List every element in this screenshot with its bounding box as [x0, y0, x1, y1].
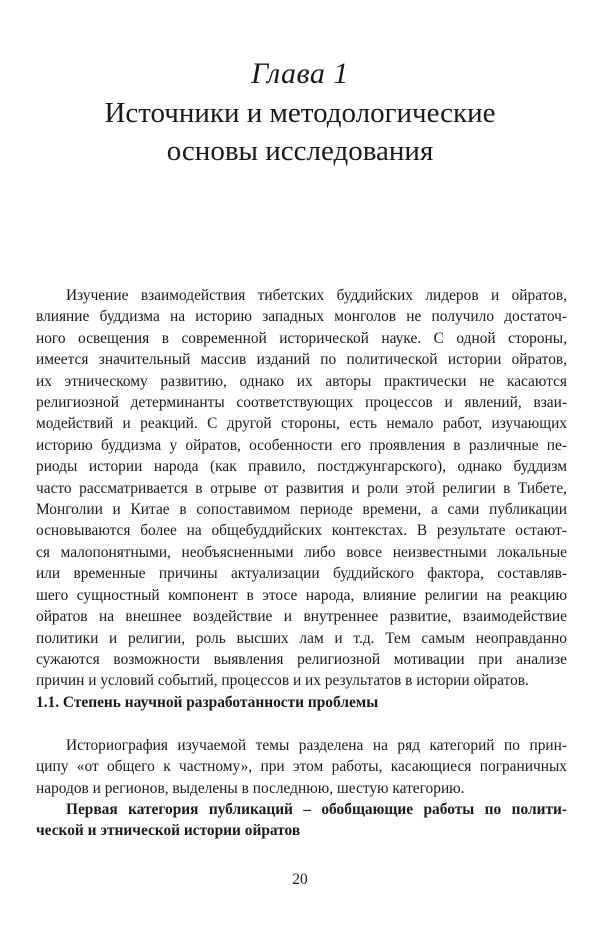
paragraph-line: политики и религии, роль высших лам и т.д. Тем самым неоправданно	[36, 629, 567, 647]
paragraph-line: Изучение взаимодействия тибетских буддийских лидеров и ойратов,	[66, 287, 567, 304]
paragraph-line: влияние буддизма на историю западных монголов не получило достаточ-	[36, 308, 567, 326]
paragraph-line: религиозной детерминанты соответствующих процессов и явлений, взаи-	[36, 394, 567, 412]
paragraph-line: ного освещения в современной исторической науке. С одной стороны,	[36, 329, 567, 347]
paragraph-line: ся малопонятными, необъясненными либо вовсе неизвестными локальные	[36, 543, 567, 561]
chapter-title-line: основы исследования	[166, 135, 434, 167]
paragraph-line: народов и регионов, выделены в последнюю, шестую категорию.	[36, 779, 465, 797]
paragraph-line: причин и условий событий, процессов и их результатов в истории ойратов.	[36, 672, 529, 690]
paragraph-line: основываются более на общебуддийских контекстах. В результате остают-	[36, 522, 567, 540]
paragraph-line: ципу «от общего к частному», при этом работы, касающиеся пограничных	[36, 758, 567, 776]
category-paragraph	[36, 799, 567, 842]
section-heading: 1.1. Степень научной разработанности проблемы	[36, 694, 379, 711]
paragraph-line: ойратов на внешнее воздействие и внутреннее развитие, взаимодействие	[36, 608, 567, 626]
paragraph-line: имеется значительный массив изданий по политической истории ойратов,	[36, 351, 567, 369]
paragraph-line: модействий и реакций. С другой стороны, есть немало работ, изучающих	[36, 415, 567, 433]
chapter-title-line: Источники и методологические	[104, 97, 496, 129]
page-number: 20	[292, 871, 308, 888]
paragraph-line: часто рассматривается в отрыве от развития и роли этой религии в Тибете,	[36, 479, 567, 497]
historiography-paragraph	[36, 735, 567, 799]
paragraph-line: сужаются возможности выявления религиозной мотивации при анализе	[36, 650, 567, 668]
chapter-title	[40, 94, 560, 170]
paragraph-line: их этническому развитию, однако их авторы практически не касаются	[36, 372, 567, 390]
paragraph-line: Первая категория публикаций – обобщающие работы по полити-	[66, 801, 567, 818]
intro-paragraph	[36, 285, 567, 692]
paragraph-line: ческой и этнической истории ойратов	[36, 822, 301, 840]
paragraph-line: шего сущностный компонент в этосе народа, влияние религии на реакцию	[36, 586, 567, 604]
paragraph-line: историю буддизма у ойратов, особенности его проявления в различные пе-	[36, 436, 567, 454]
chapter-label: Глава 1	[251, 57, 349, 90]
paragraph-line: риоды истории народа (как правило, постджунгарского), однако буддизм	[36, 458, 567, 476]
paragraph-line: или временные причины актуализации буддийского фактора, составляв-	[36, 565, 567, 583]
paragraph-line: Историография изучаемой темы разделена на ряд категорий по прин-	[66, 737, 567, 754]
paragraph-line: Монголии и Китае в сопоставимом периоде времени, а сами публикации	[36, 501, 567, 519]
